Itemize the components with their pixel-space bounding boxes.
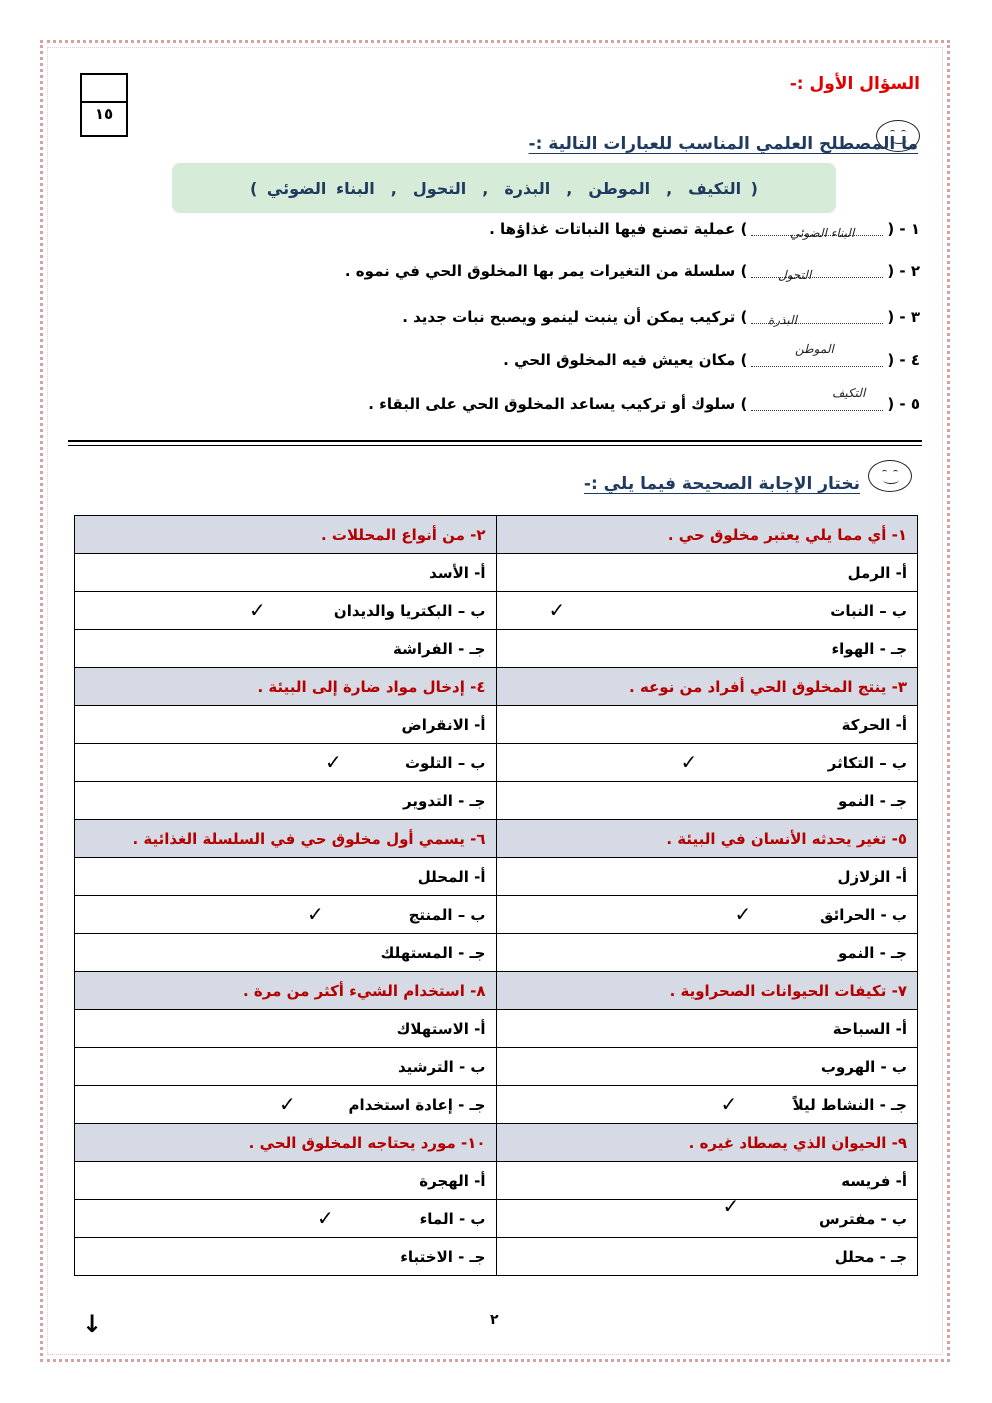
question-cell: ٣- ينتج المخلوق الحي أفراد من نوعه . xyxy=(496,668,918,706)
option-cell: أ- الانقراض xyxy=(75,706,497,744)
check-mark-icon: ✓ xyxy=(722,1194,740,1218)
check-mark-icon: ✓ xyxy=(249,598,266,622)
option-cell: أ- السباحة xyxy=(496,1010,918,1048)
word-bank-item: البناء الضوئي ) xyxy=(250,178,375,198)
option-cell: جـ - النشاط ليلاً ✓ xyxy=(496,1086,918,1124)
check-mark-icon: ✓ xyxy=(279,1092,296,1116)
question-cell: ١- أي مما يلي يعتبر مخلوق حي . xyxy=(496,516,918,554)
option-cell: ب – النبات ✓ xyxy=(496,592,918,630)
option-cell: جـ - المستهلك xyxy=(75,934,497,972)
question-cell: ٢- من أنواع المحللات . xyxy=(75,516,497,554)
option-cell: أ- الاستهلاك xyxy=(75,1010,497,1048)
section-divider xyxy=(68,440,922,442)
question-cell: ٤- إدخال مواد ضارة إلى البيئة . xyxy=(75,668,497,706)
word-bank-item: الموطن xyxy=(588,178,651,198)
section2-title: نختار الإجابة الصحيحة فيما يلي :- xyxy=(583,474,860,494)
option-cell: أ- الهجرة xyxy=(75,1162,497,1200)
handwritten-answer: الموطن xyxy=(795,342,834,356)
option-cell: أ- الأسد xyxy=(75,554,497,592)
word-bank-item: البذرة xyxy=(504,178,551,198)
smiley-icon xyxy=(868,460,912,492)
section-divider xyxy=(68,445,922,446)
option-cell: جـ - إعادة استخدام ✓ xyxy=(75,1086,497,1124)
check-mark-icon: ✓ xyxy=(680,750,698,774)
section1-title: ما المصطلح العلمي المناسب للعبارات التالية :- xyxy=(528,134,918,154)
option-cell: جـ - الاختباء xyxy=(75,1238,497,1276)
score-box xyxy=(80,73,128,137)
option-cell: ب – المنتج ✓ xyxy=(75,896,497,934)
option-cell: جـ - الفراشة xyxy=(75,630,497,668)
word-bank-item: ( التكيف xyxy=(688,178,758,198)
option-cell: ب - الترشيد xyxy=(75,1048,497,1086)
question-title: السؤال الأول :- xyxy=(789,74,920,94)
option-cell: ب - الحرائق ✓ xyxy=(496,896,918,934)
word-bank-item: التحول xyxy=(412,178,467,198)
word-bank: ( التكيف , الموطن , البذرة , التحول , البناء الضوئي ) xyxy=(172,163,836,213)
definition-line: ٤ - () مكان يعيش فيه المخلوق الحي . xyxy=(503,351,920,369)
handwritten-answer: البذرة xyxy=(768,313,797,327)
question-cell: ٨- استخدام الشيء أكثر من مرة . xyxy=(75,972,497,1010)
check-mark-icon: ✓ xyxy=(734,902,752,926)
check-mark-icon: ✓ xyxy=(720,1092,738,1116)
score-divider xyxy=(82,101,126,103)
option-cell: جـ - النمو xyxy=(496,782,918,820)
definition-line: ٥ - () سلوك أو تركيب يساعد المخلوق الحي على البقاء . xyxy=(368,395,920,413)
option-cell: ب – البكتريا والديدان ✓ xyxy=(75,592,497,630)
score-value: ١٥ xyxy=(94,105,114,123)
option-cell: ب - الماء ✓ xyxy=(75,1200,497,1238)
question-cell: ٩- الحيوان الذي يصطاد غيره . xyxy=(496,1124,918,1162)
handwritten-answer: التحول xyxy=(778,268,812,282)
question-cell: ٥- تغير يحدثه الأنسان في البيئة . xyxy=(496,820,918,858)
mcq-table xyxy=(74,515,918,1276)
check-mark-icon: ✓ xyxy=(548,598,566,622)
option-cell: ب - مفترس ✓ xyxy=(496,1200,918,1238)
page-number: ٢ xyxy=(490,1312,499,1328)
definition-line: ٢ - () سلسلة من التغيرات يمر بها المخلوق الحي في نموه . xyxy=(344,262,920,280)
option-cell: أ- الزلازل xyxy=(496,858,918,896)
option-cell: أ- فريسه xyxy=(496,1162,918,1200)
question-cell: ٧- تكيفات الحيوانات الصحراوية . xyxy=(496,972,918,1010)
option-cell: جـ - محلل xyxy=(496,1238,918,1276)
definition-line: ١ - () عملية تصنع فيها النباتات غذاؤها . xyxy=(489,220,920,238)
option-cell: ب – التكاثر ✓ xyxy=(496,744,918,782)
check-mark-icon: ✓ xyxy=(307,902,324,926)
option-cell: أ- المحلل xyxy=(75,858,497,896)
option-cell: أ- الحركة xyxy=(496,706,918,744)
option-cell: جـ - الهواء xyxy=(496,630,918,668)
check-mark-icon: ✓ xyxy=(317,1206,334,1230)
option-cell: جـ - النمو xyxy=(496,934,918,972)
check-mark-icon: ✓ xyxy=(325,750,342,774)
handwritten-answer: البناء الضوئي xyxy=(790,226,855,240)
handwritten-answer: التكيف xyxy=(832,386,866,400)
option-cell: ب – التلوث ✓ xyxy=(75,744,497,782)
option-cell: أ- الرمل xyxy=(496,554,918,592)
down-arrow-icon: ↓ xyxy=(82,1310,103,1338)
option-cell: جـ - التدوير xyxy=(75,782,497,820)
question-cell: ١٠- مورد يحتاجه المخلوق الحي . xyxy=(75,1124,497,1162)
question-cell: ٦- يسمي أول مخلوق حي في السلسلة الغذائية . xyxy=(75,820,497,858)
option-cell: ب - الهروب xyxy=(496,1048,918,1086)
definition-line: ٣ - () تركيب يمكن أن ينبت لينمو ويصبح نبات جديد . xyxy=(402,308,920,326)
